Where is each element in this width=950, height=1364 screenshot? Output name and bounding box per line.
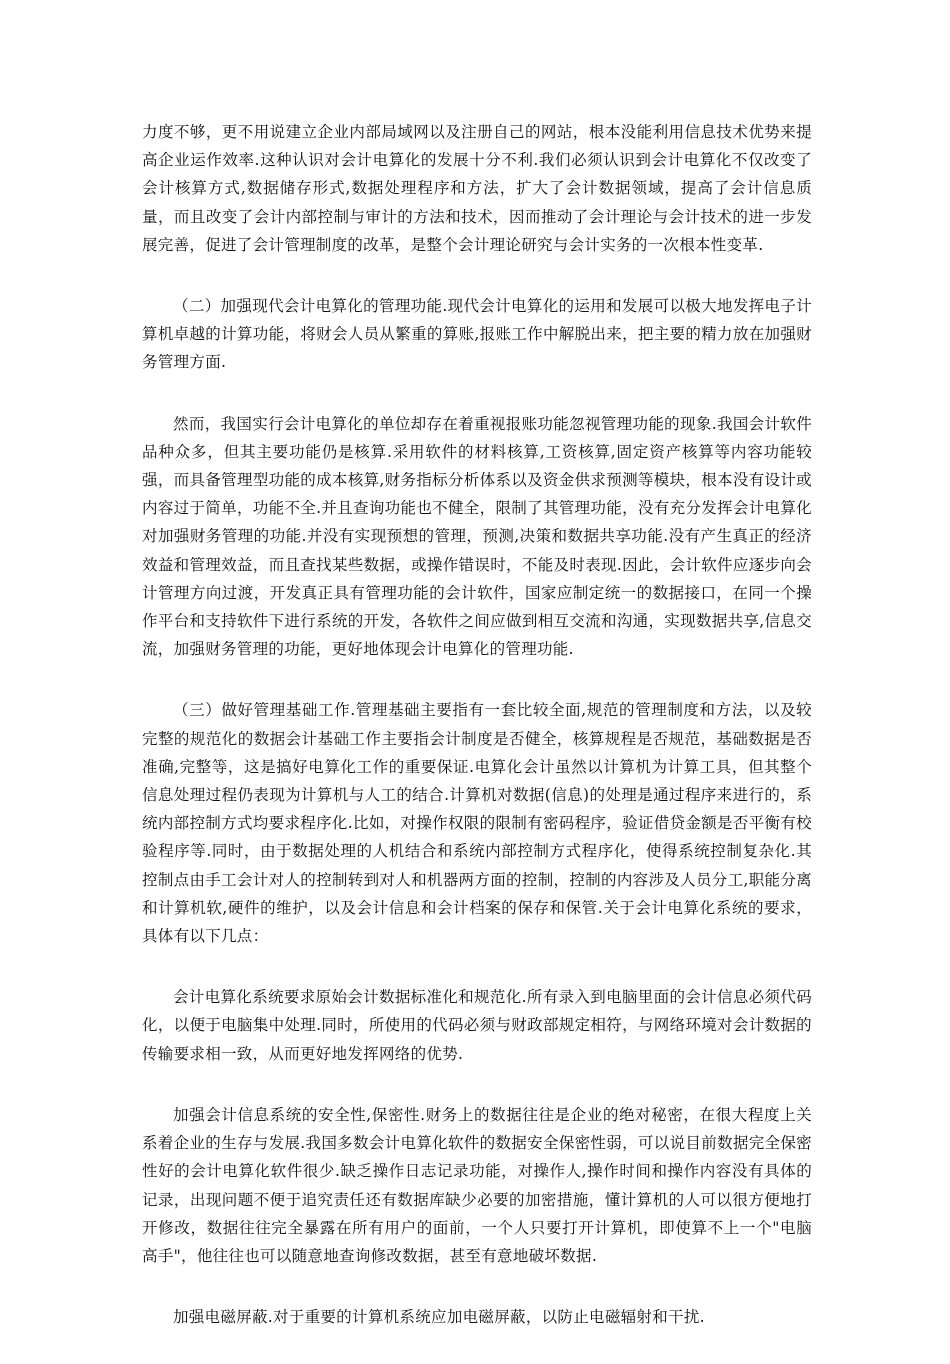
paragraph-electromagnetic-shielding: 加强电磁屏蔽.对于重要的计算机系统应加电磁屏蔽，以防止电磁辐射和干扰. [173, 1308, 705, 1327]
paragraph-continuation: 力度不够，更不用说建立企业内部局域网以及注册自己的网站，根本没能利用信息技术优势来提高企业运作效率.这种认识对会计电算化的发展十分不利.我们必须认识到会计电算化不仅改变了会计核算方式,数据储存形式,数据处理程序和方法，扩大了会计数据领域，提高了会计信息质量，而且改变了会计内部控制与审计的方法和技术，因而推动了会计理论与会计技术的进一步发展完善，促进了会计管理制度的改革，是整个会计理论研究与会计实务的一次根本性变革. [142, 123, 812, 254]
paragraph-security: 加强会计信息系统的安全性,保密性.财务上的数据往往是企业的绝对秘密，在很大程度上关系着企业的生存与发展.我国多数会计电算化软件的数据安全保密性弱，可以说目前数据完全保密性好的会计电算化软件很少.缺乏操作日志记录功能，对操作人,操作时间和操作内容没有具体的记录，出现问题不便于追究责任还有数据库缺少必要的加密措施，懂计算机的人可以很方便地打开修改，数据往往完全暴露在所有用户的面前，一个人只要打开计算机，即使算不上一个"电脑高手"，他往往也可以随意地查询修改数据，甚至有意地破坏数据. [142, 1105, 812, 1265]
paragraph-standardization: 会计电算化系统要求原始会计数据标准化和规范化.所有录入到电脑里面的会计信息必须代码化，以便于电脑集中处理.同时，所使用的代码必须与财政部规定相符，与网络环境对会计数据的传输要求相一致，从而更好地发挥网络的优势. [142, 988, 812, 1063]
paragraph-section-three: （三）做好管理基础工作.管理基础主要指有一套比较全面,规范的管理制度和方法，以及较完整的规范化的数据会计基础工作主要指会计制度是否健全，核算规程是否规范，基础数据是否准确,完整等，这是搞好电算化工作的重要保证.电算化会计虽然以计算机为计算工具，但其整个信息处理过程仍表现为计算机与人工的结合.计算机对数据(信息)的处理是通过程序来进行的，系统内部控制方式均要求程序化.比如，对操作权限的限制有密码程序，验证借贷金额是否平衡有校验程序等.同时，由于数据处理的人机结合和系统内部控制方式程序化，使得系统控制复杂化.其控制点由手工会计对人的控制转到对人和机器两方面的控制，控制的内容涉及人员分工,职能分离和计算机软,硬件的维护，以及会计信息和会计档案的保存和保管.关于会计电算化系统的要求，具体有以下几点： [142, 701, 812, 946]
paragraph-section-two: （二）加强现代会计电算化的管理功能.现代会计电算化的运用和发展可以极大地发挥电子计算机卓越的计算功能，将财会人员从繁重的算账,报账工作中解脱出来，把主要的精力放在加强财务管理方面. [142, 297, 812, 372]
paragraph-management-function: 然而，我国实行会计电算化的单位却存在着重视报账功能忽视管理功能的现象.我国会计软件品种众多，但其主要功能仍是核算.采用软件的材料核算,工资核算,固定资产核算等内容功能较强，而具备管理型功能的成本核算,财务指标分析体系以及资金供求预测等模块，根本没有设计或内容过于简单，功能不全.并且查询功能也不健全，限制了其管理功能，没有充分发挥会计电算化对加强财务管理的功能.并没有实现预想的管理，预测,决策和数据共享功能.没有产生真正的经济效益和管理效益，而且查找某些数据，或操作错误时，不能及时表现.因此，会计软件应逐步向会计管理方向过渡，开发真正具有管理功能的会计软件，国家应制定统一的数据接口，在同一个操作平台和支持软件下进行系统的开发，各软件之间应做到相互交流和沟通，实现数据共享,信息交流，加强财务管理的功能，更好地体现会计电算化的管理功能. [142, 414, 812, 659]
document-body [142, 118, 812, 1364]
